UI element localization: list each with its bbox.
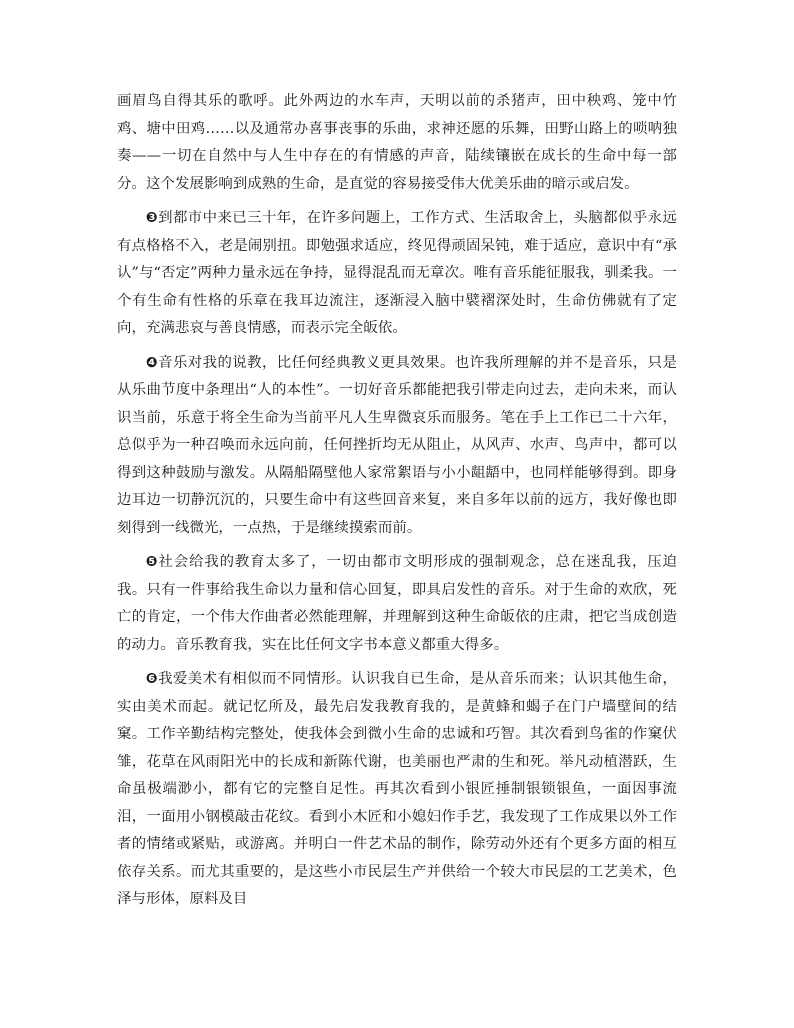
paragraph-number: ❸ — [145, 210, 159, 226]
paragraph-text: 社会给我的教育太多了，一切由都市文明形成的强制观念，总在迷乱我，压迫我。只有一件事给我生命以力量和信心回复，即具启发性的音乐。对于生命的欢欣，死亡的肯定，一个伟大作曲者必然能理解，并理解到这种生命皈依的庄肃，把它当成创造的动力。音乐教育我，实在比任何文字书本意义都重大得多。 — [117, 554, 677, 653]
paragraph-number: ❹ — [145, 354, 159, 371]
paragraph-text: 画眉鸟自得其乐的歌呼。此外两边的水车声，天明以前的杀猪声，田中秧鸡、笼中竹鸡、塘中田鸡……以及通常办喜事丧事的乐曲，求神还愿的乐舞，田野山路上的唢呐独奏——一切在自然中与人生中存在的有情感的声音，陆续镶嵌在成长的生命中每一部分。这个发展影响到成熟的生命，是直觉的容易接受伟大优美乐曲的暗示或启发。 — [117, 93, 677, 192]
paragraph-text: 音乐对我的说教，比任何经典教义更具效果。也许我所理解的并不是音乐，只是从乐曲节度中条理出“人的本性”。一切好音乐都能把我引带走向过去，走向未来，而认识当前，乐意于将全生命为当前平凡人生卑微哀乐而服务。笔在手上工作已二十六年，总似乎为一种召唤而永远向前，任何挫折均无从阻止，从风声、水声、鸟声中，都可以得到这种鼓励与激发。从隔船隔壁他人家常絮语与小小龃龉中，也同样能够得到。即身边耳边一切静沉沉的，只要生命中有这些回音来复，来自多年以前的远方，我好像也即刻得到一线微光，一点热，于是继续摸索而前。 — [117, 354, 677, 536]
paragraph-number: ❻ — [145, 671, 159, 687]
paragraph-1 — [117, 88, 677, 198]
paragraph-4 — [117, 350, 677, 543]
paragraph-text: 我爱美术有相似而不同情形。认识我自已生命，是从音乐而来；认识其他生命，实由美术而起。就记忆所及，最先启发我教育我的，是黄蜂和蝎子在门户墙壁间的结窠。工作辛勤结构完整处，使我体会到微小生命的忠诚和巧智。其次看到鸟雀的作窠伏雏，花草在风雨阳光中的长成和新陈代谢，也美丽也严肃的生和死。举凡动植潜跃，生命虽极端渺小，都有它的完整自足性。再其次看到小银匠捶制银锁银鱼，一面因事流泪，一面用小钢模敲击花纹。看到小木匠和小媳妇作手艺，我发现了工作成果以外工作者的情绪或紧贴，或游离。并明白一件艺术品的制作，除劳动外还有个更多方面的相互依存关系。而尤其重要的，是这些小市民层生产并供给一个较大市民层的工艺美术，色泽与形体，原料及目 — [117, 671, 677, 907]
paragraph-5 — [117, 549, 677, 659]
paragraph-6 — [117, 666, 677, 914]
document-page — [117, 88, 677, 914]
paragraph-3 — [117, 205, 677, 343]
paragraph-text: 到都市中来已三十年，在许多问题上，工作方式、生活取舍上，头脑都似乎永远有点格格不入，老是闹别扭。即勉强求适应，终见得顽固呆钝，难于适应，意识中有“承认”与“否定”两种力量永远在争持，显得混乱而无章次。唯有音乐能征服我，驯柔我。一个有生命有性格的乐章在我耳边流注，逐渐浸入脑中襞褶深处时，生命仿佛就有了定向，充满悲哀与善良情感，而表示完全皈依。 — [117, 210, 677, 336]
paragraph-number: ❺ — [145, 554, 159, 570]
